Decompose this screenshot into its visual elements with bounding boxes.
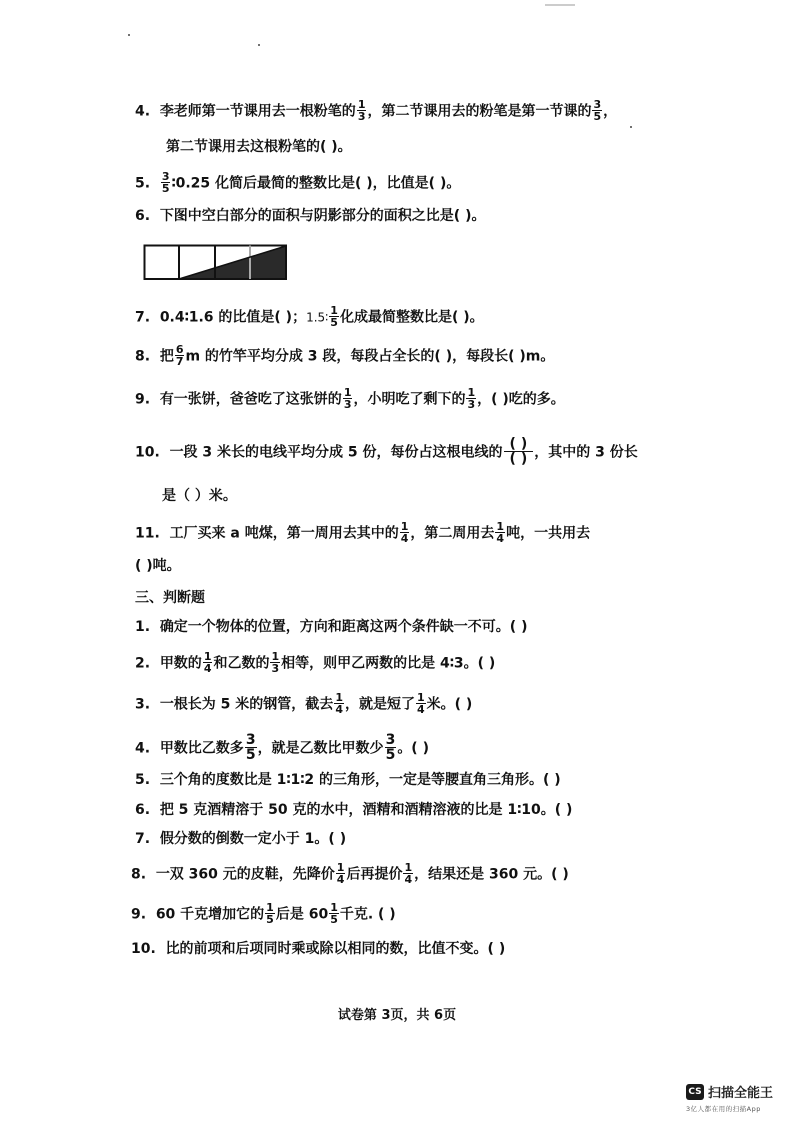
- judge-question-2: 2. 甲数的 $\frac{1}{4}$ 和乙数的 $\frac{1}{3}$ 相等，则甲乙两数的比是 4∶3。( ): [135, 650, 496, 675]
- page-footer: 试卷第 3页，共 6页: [337, 1008, 457, 1023]
- question-11: 11. 工厂买来 a 吨煤，第一周用去其中的 $\frac{1}{4}$ ，第二周用去 $\frac{1}{4}$ 吨，一共用去: [135, 520, 591, 545]
- judge-question-3: 3. 一根长为 5 米的钢管，截去 $\frac{1}{4}$ ，就是短了 $\frac{1}{4}$ 米。( ): [135, 691, 473, 716]
- judge-question-6: 6. 把 5 克酒精溶于 50 克的水中，酒精和酒精溶液的比是 1∶10。( ): [135, 802, 573, 818]
- question-4-line2: 第二节课用去这根粉笔的( )。: [166, 139, 352, 155]
- judge-question-8: 8. 一双 360 元的皮鞋，先降价 $\frac{1}{4}$ 后再提价 $\frac{1}{4}$ ，结果还是 360 元。( ): [131, 861, 569, 886]
- question-9: 9. 有一张饼，爸爸吃了这张饼的 $\frac{1}{3}$ ，小明吃了剩下的 $\frac{1}{3}$ ，( )吃的多。: [135, 386, 565, 411]
- question-10-line2: 是（ ）米。: [162, 488, 237, 504]
- question-11-line2: ( )吨。: [135, 558, 181, 574]
- scan-mark: [545, 4, 575, 6]
- cs-logo-icon: CS: [686, 1084, 704, 1100]
- scan-speck: [258, 44, 260, 46]
- scanner-watermark: [686, 1082, 773, 1101]
- judge-question-9: 9. 60 千克增加它的 $\frac{1}{5}$ 后是 60 $\frac{1}{5}$ 千克. ( ): [131, 901, 396, 926]
- area-ratio-diagram: [143, 244, 289, 280]
- scan-speck: [630, 126, 632, 128]
- question-6: 6. 下图中空白部分的面积与阴影部分的面积之比是( )。: [135, 208, 486, 224]
- judge-question-7: 7. 假分数的倒数一定小于 1。( ): [135, 831, 347, 847]
- question-5: 5. $\frac{3}{5}$ ∶0.25 化简后最简的整数比是( )，比值是( )。: [135, 170, 461, 195]
- section-title-judge: 三、判断题: [135, 590, 205, 606]
- question-7: 7. 0.4∶1.6 的比值是( )；1.5∶ $\frac{1}{5}$ 化成最简整数比是( )。: [135, 304, 484, 329]
- question-10: 10. 一段 3 米长的电线平均分成 5 份，每份占这根电线的 $\frac{( )}{( )}$ ，其中的 3 份长: [135, 436, 638, 467]
- judge-question-1: 1. 确定一个物体的位置，方向和距离这两个条件缺一不可。( ): [135, 619, 528, 635]
- judge-question-5: 5. 三个角的度数比是 1∶1∶2 的三角形，一定是等腰直角三角形。( ): [135, 772, 561, 788]
- watermark-name: 扫描全能王: [708, 1086, 774, 1101]
- watermark-subtitle: 3亿人都在用的扫描App: [686, 1105, 761, 1113]
- scan-speck: [128, 34, 130, 36]
- judge-question-4: 4. 甲数比乙数多 $\frac{3}{5}$ ，就是乙数比甲数少 $\frac{3}{5}$ 。( ): [135, 732, 429, 763]
- question-8: 8. 把 $\frac{6}{7}$ m 的竹竿平均分成 3 段，每段占全长的( )，每段长( )m。: [135, 343, 555, 368]
- question-4: 4. 李老师第一节课用去一根粉笔的 $\frac{1}{3}$ ，第二节课用去的粉笔是第一节课的 $\frac{3}{5}$ ，: [135, 98, 618, 123]
- judge-question-10: 10. 比的前项和后项同时乘或除以相同的数，比值不变。( ): [131, 941, 506, 957]
